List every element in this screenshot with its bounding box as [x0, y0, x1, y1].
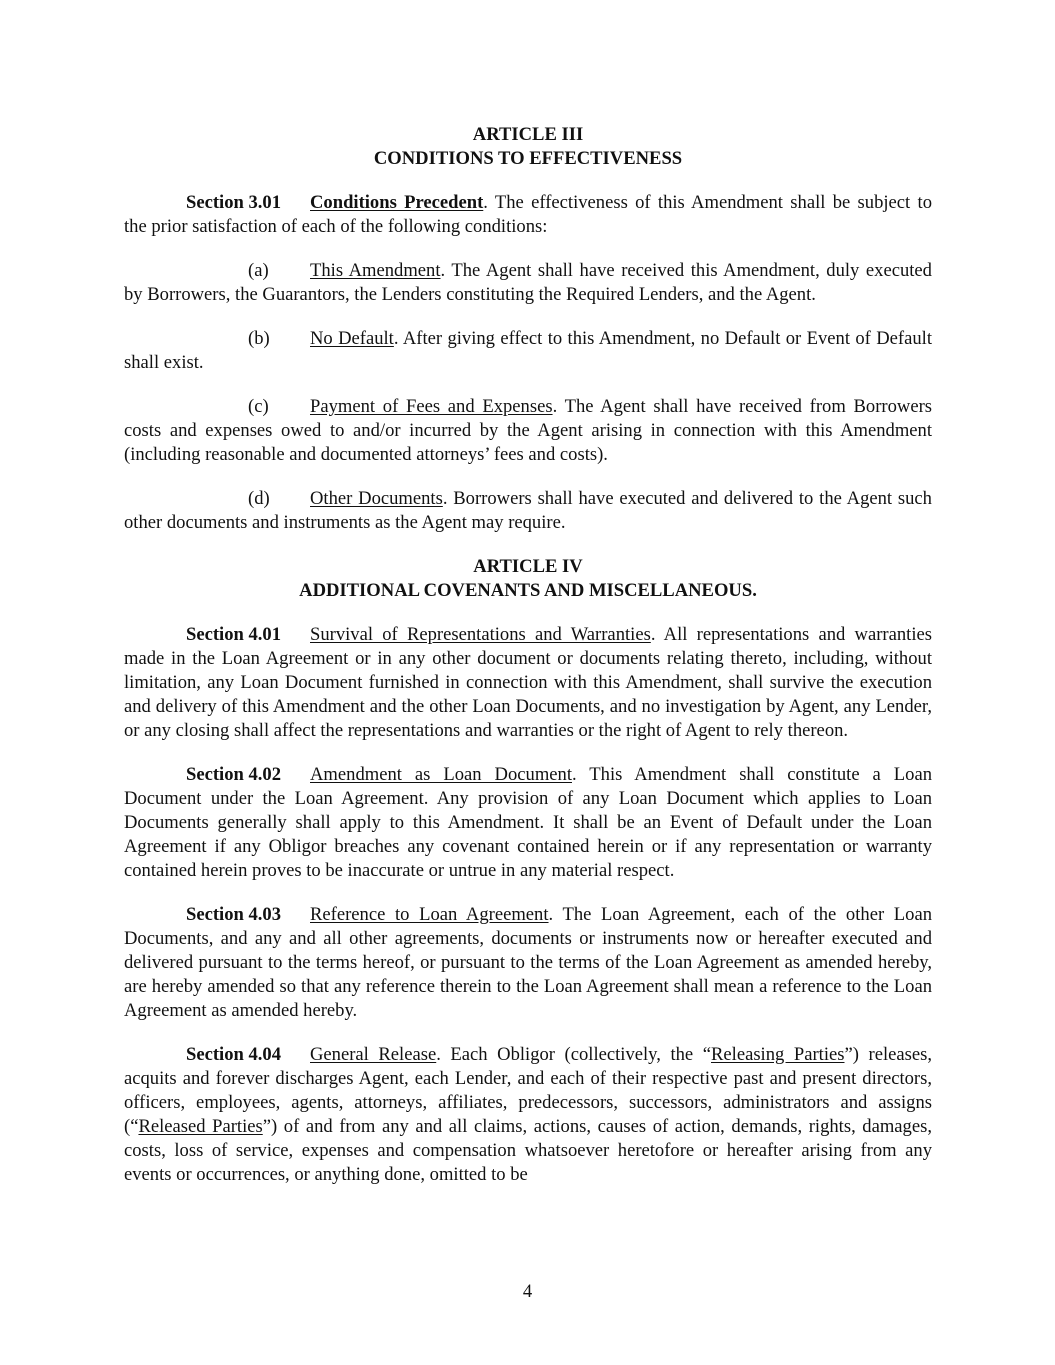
- section-4-01-number: Section 4.01: [186, 624, 282, 645]
- section-4-03-heading: Reference to Loan Agreement: [310, 904, 549, 925]
- section-4-02-heading: Amendment as Loan Document: [310, 764, 572, 785]
- condition-b-text: . After giving effect to this Amendment, no Default or Event of Default shall exist.: [124, 328, 932, 373]
- section-4-02-number: Section 4.02: [186, 764, 282, 785]
- condition-d-heading: Other Documents: [310, 488, 443, 509]
- condition-a: [124, 259, 932, 307]
- condition-c-label: (c): [248, 396, 269, 417]
- released-parties-term: Released Parties: [138, 1116, 263, 1137]
- section-4-01: [124, 623, 932, 743]
- section-4-04-heading: General Release: [310, 1044, 437, 1065]
- condition-c-heading: Payment of Fees and Expenses: [310, 396, 553, 417]
- condition-c: [124, 395, 932, 467]
- condition-a-heading: This Amendment: [310, 260, 441, 281]
- article-4-number: ARTICLE IV: [473, 556, 583, 577]
- condition-b-label: (b): [248, 328, 270, 349]
- condition-a-text: . The Agent shall have received this Amendment, duly executed by Borrowers, the Guarantors, the Lenders constituting the Required Lenders, and the Agent.: [124, 260, 932, 305]
- section-4-02: [124, 763, 932, 883]
- condition-d-text: . Borrowers shall have executed and delivered to the Agent such other documents and instruments as the Agent may require.: [124, 488, 932, 533]
- section-3-01-number: Section 3.01: [186, 192, 282, 213]
- section-3-01: [124, 191, 932, 239]
- section-4-01-text: . All representations and warranties made in the Loan Agreement or in any other document or documents relating thereto, including, without limitation, any Loan Document furnished in connection with this Amendment, shall survive the execution and delivery of this Amendment and the other Loan Documents, and no investigation by Agent, any Lender, or any closing shall affect the representations and warranties or the right of Agent to rely thereon.: [124, 624, 932, 741]
- article-3-title: CONDITIONS TO EFFECTIVENESS: [373, 148, 683, 169]
- condition-d: [124, 487, 932, 535]
- section-4-04-text-3: ”) of and from any and all claims, actions, causes of action, demands, rights, damages, costs, loss of service, expenses and compensation whatsoever heretofore or hereafter arising from any events or occurrences, or anything done, omitted to be: [124, 1116, 932, 1185]
- article-4-heading: [124, 555, 932, 603]
- section-4-04-number: Section 4.04: [186, 1044, 282, 1065]
- section-4-03: [124, 903, 932, 1023]
- section-4-04-text-1: . Each Obligor (collectively, the “: [436, 1044, 711, 1065]
- releasing-parties-term: Releasing Parties: [711, 1044, 845, 1065]
- section-4-04-text-2: ”) releases, acquits and forever discharges Agent, each Lender, and each of their respective past and present directors, officers, employees, agents, attorneys, affiliates, predecessors, successors, administrators and assigns (“: [124, 1044, 932, 1137]
- article-4-title: ADDITIONAL COVENANTS AND MISCELLANEOUS.: [299, 580, 757, 601]
- section-4-03-text: . The Loan Agreement, each of the other Loan Documents, and any and all other agreements, documents or instruments now or hereafter executed and delivered pursuant to the terms hereof, or pursuant to the terms of the Loan Agreement as amended hereby, are hereby amended so that any reference therein to the Loan Agreement shall mean a reference to the Loan Agreement as amended hereby.: [124, 904, 932, 1021]
- section-4-03-number: Section 4.03: [186, 904, 282, 925]
- condition-b: [124, 327, 932, 375]
- page-number: 4: [522, 1281, 533, 1302]
- article-3-heading: [124, 123, 932, 171]
- section-4-04: [124, 1043, 932, 1187]
- condition-b-heading: No Default: [310, 328, 394, 349]
- document-page: [124, 123, 932, 1187]
- section-4-01-heading: Survival of Representations and Warranties: [310, 624, 651, 645]
- section-3-01-heading: Conditions Precedent: [310, 192, 484, 213]
- condition-c-text: . The Agent shall have received from Borrowers costs and expenses owed to and/or incurred by the Agent arising in connection with this Amendment (including reasonable and documented attorneys’ fees and costs).: [124, 396, 932, 465]
- condition-d-label: (d): [248, 488, 270, 509]
- section-4-02-text: . This Amendment shall constitute a Loan Document under the Loan Agreement. Any provision of any Loan Document which applies to Loan Documents generally shall apply to this Amendment. It shall be an Event of Default under the Loan Agreement if any Obligor breaches any covenant contained herein or if any representation or warranty contained herein proves to be inaccurate or untrue in any material respect.: [124, 764, 932, 881]
- section-3-01-text: . The effectiveness of this Amendment shall be subject to the prior satisfaction of each of the following conditions:: [124, 192, 932, 237]
- condition-a-label: (a): [248, 260, 269, 281]
- article-3-number: ARTICLE III: [472, 124, 584, 145]
